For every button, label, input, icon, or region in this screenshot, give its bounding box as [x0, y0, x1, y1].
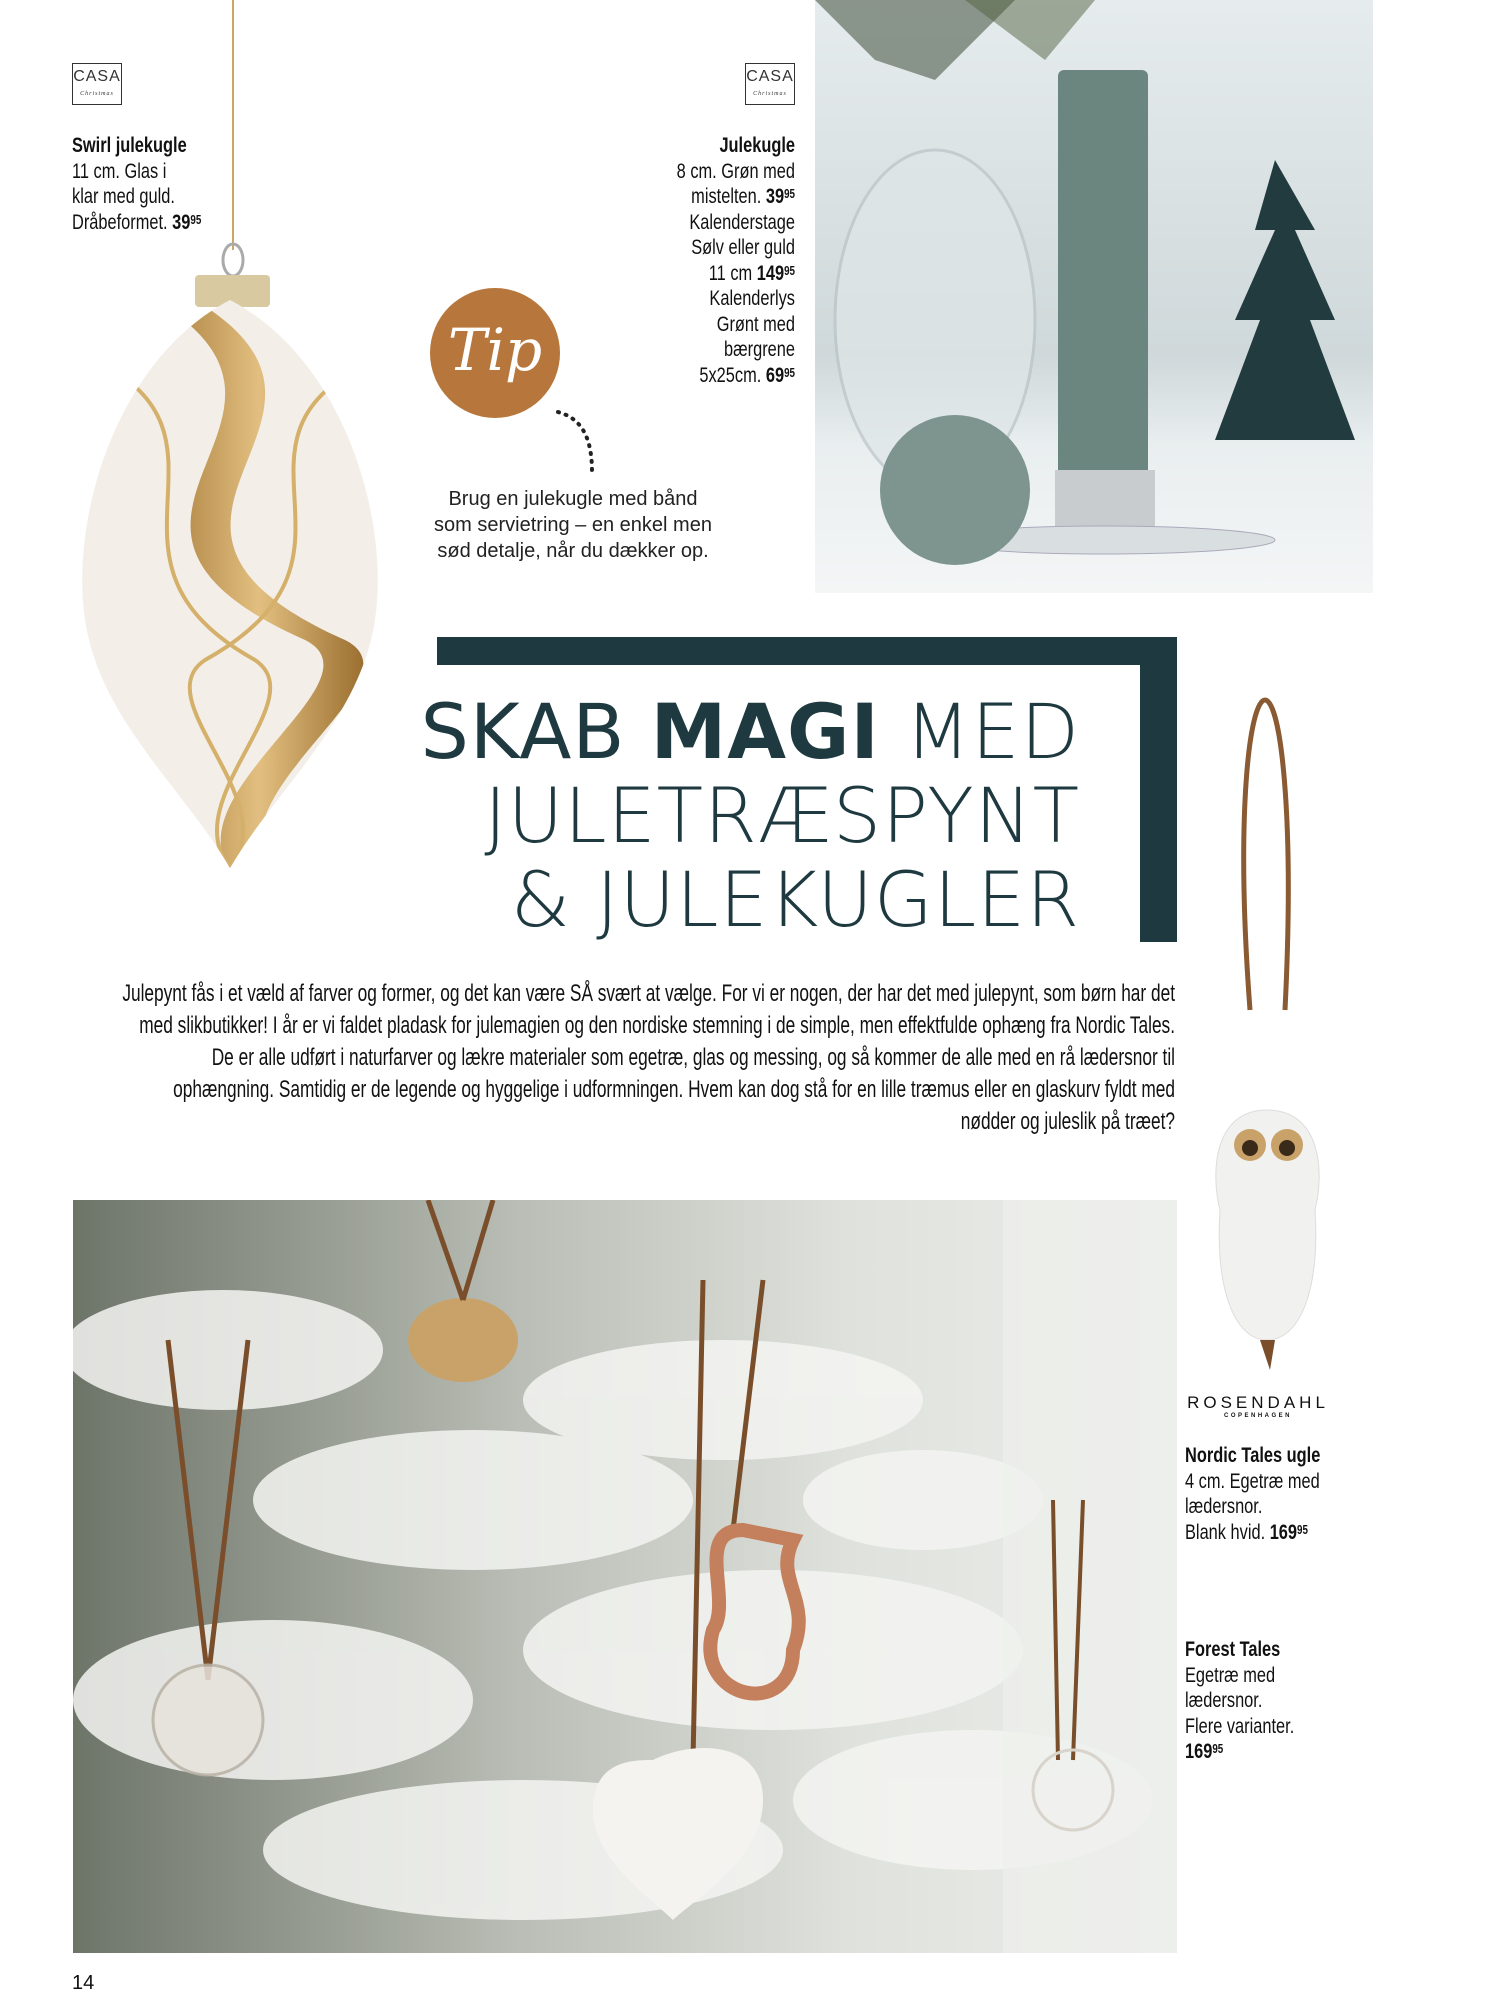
julekugle-product-info: Julekugle 8 cm. Grøn med mistelten. $39^{95}$ Kalenderstage Sølv eller guld 11 cm $149^{95}$ Kalenderlys Grønt med bærgrene 5x25cm. $69^{95}$ — [595, 133, 795, 388]
product-name: Swirl julekugle — [72, 134, 187, 157]
casa-logo: CASA Christmas — [72, 63, 122, 105]
product-name: Forest Tales — [1185, 1638, 1281, 1661]
candle-photo — [815, 0, 1373, 593]
product-name: Nordic Tales ugle — [1185, 1444, 1321, 1467]
price: 39 — [172, 210, 191, 234]
owl-ornament-image — [1195, 690, 1340, 1370]
heading-frame-right — [1140, 637, 1177, 942]
heading-frame-top — [437, 637, 1177, 665]
body-paragraph: Julepynt fås i et væld af farver og former, og det kan være SÅ svært at vælge. For vi er nogen, der har det med julepynt, som børn har det med slikbutikker! I år er vi faldet pladask for julemagien og den nordiske stemning i de simple, men effektfulde ophæng fra Nordic Tales. De er alle udført i naturfarver og lækre materialer som egetræ, glas og messing, og så kommer de alle med en rå lædersnor til ophængning. Samtidig er de legende og hyggelige i udformningen. Hvem kan dog stå for en lille træmus eller en glaskurv fyldt med nødder og juleslik på træet? — [122, 980, 1176, 1135]
product-name: Julekugle — [719, 134, 795, 157]
page-number: 14 — [72, 1972, 95, 1994]
tip-badge: Tip — [430, 288, 560, 418]
tip-text: Brug en julekugle med bånd som servietring – en enkel men sød detalje, når du dækker op. — [434, 488, 712, 562]
swirl-ornament-image — [55, 0, 405, 870]
casa-logo: CASA Christmas — [745, 63, 795, 105]
rosendahl-logo: ROSENDAHL COPENHAGEN — [1187, 1393, 1329, 1419]
dotted-arrow — [550, 400, 600, 480]
page-title: SKAB MAGI MED JULETRÆSPYNT & JULEKUGLER — [420, 687, 1080, 944]
forest-product-info: Forest Tales Egetræ med lædersnor. Flere varianter. $169^{95}$ — [1185, 1637, 1385, 1765]
tree-ornaments-photo — [73, 1200, 1177, 1953]
swirl-product-info: Swirl julekugle 11 cm. Glas i klar med guld. Dråbeformet. $39^{95}$ — [72, 133, 272, 235]
nordic-product-info: Nordic Tales ugle 4 cm. Egetræ med lædersnor. Blank hvid. $169^{95}$ — [1185, 1373, 1385, 1545]
